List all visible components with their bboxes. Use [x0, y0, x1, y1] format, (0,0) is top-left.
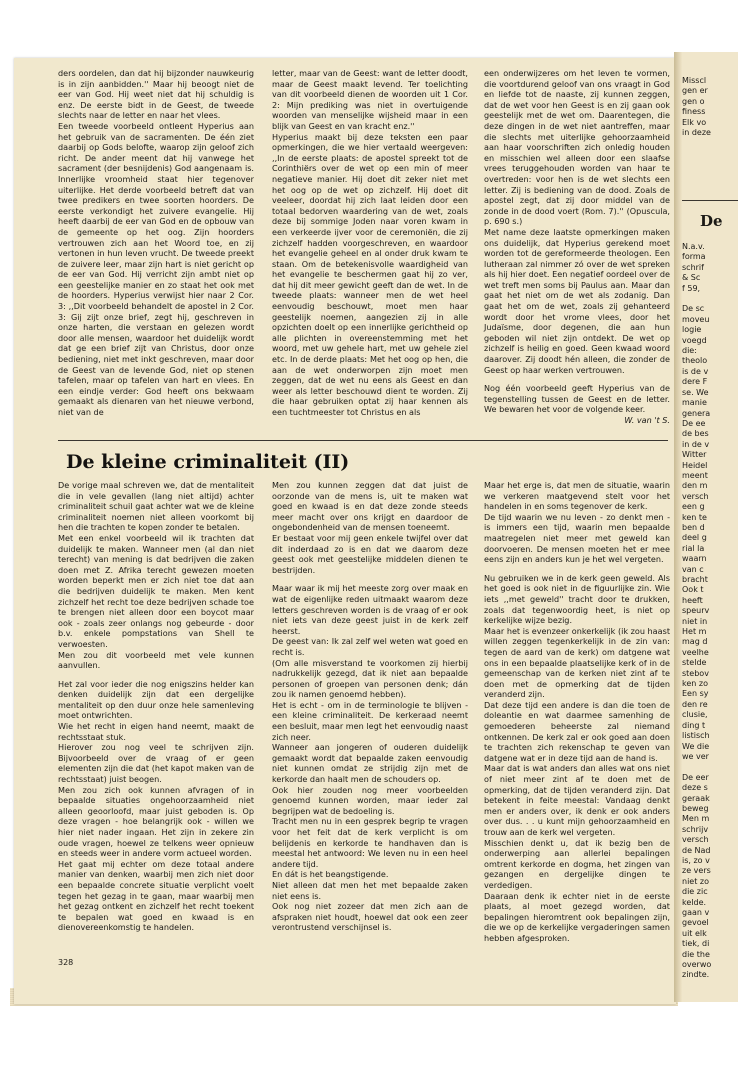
- next-page-line: waarn: [682, 554, 707, 564]
- page-number: 328: [58, 958, 74, 967]
- next-page-line: forma: [682, 252, 706, 262]
- next-page-line: Men m: [682, 814, 710, 824]
- bottom-column-2: [272, 480, 468, 956]
- next-page-line: de bes: [682, 429, 709, 439]
- next-page-line: Ook t: [682, 585, 704, 595]
- next-page-line: kelde.: [682, 897, 707, 907]
- section-divider: [58, 440, 668, 441]
- paragraph: Ook nog niet zozeer dat men zich aan de afspraken niet houdt, hoewel dat ook een zeer verontrustend verschijnsel is.: [272, 901, 468, 933]
- paragraph: Nu gebruiken we in de kerk geen geweld. Als het goed is ook niet in de figuurlijke zin. Wie iets ,,met geweld'' tracht door te drukken, zoals dat tegenwoordig heet, is niet op kerkelijke wijze bezig.: [484, 572, 670, 626]
- next-page-line: [682, 762, 738, 772]
- paragraph: Niet alleen dat men het met bepaalde zaken niet eens is.: [272, 879, 468, 901]
- paragraph: Maar dat is wat anders dan alles wat ons niet of niet meer zint af te doen met de opmerking, dat de tijden veranderd zijn. Dat betekent in feite meestal: Vandaag denkt men er anders over, ik denk er ook anders over dus. . . u kunt mijn gehoorzaamheid en trouw aan de kerk wel vergeten.: [484, 763, 670, 837]
- paragraph: Het is echt - om in de terminologie te blijven - een kleine criminaliteit. De kerkeraad neemt een besluit, maar men legt het eenvoudig naast zich neer.: [272, 699, 468, 742]
- top-column-3: [484, 68, 670, 425]
- next-page-line: ben d: [682, 522, 705, 532]
- paragraph: Maar het erge is, dat men de situatie, waarin we verkeren maatgevend stelt voor het handelen in en soms tegenover de kerk.: [484, 480, 670, 512]
- next-page-line: logie: [682, 325, 702, 335]
- paragraph: Nog één voorbeeld geeft Hyperius van de tegenstelling tussen de Geest en de letter. We bewaren het voor de volgende keer.: [484, 383, 670, 415]
- next-page-line: we ver: [682, 751, 709, 761]
- paragraph: Met een enkel voorbeeld wil ik trachten dat duidelijk te maken. Wanneer men (al dan niet terecht) van mening is dat bedrijven die zaken doen met Z. Afrika terecht gewezen moeten worden beperkt men er zich niet toe dat aan die bedrijven duidelijk te maken. Men kent zichzelf het recht toe deze bedrijven schade toe te brengen niet alleen door een boycot maar ook - zoals zeer onlangs nog gebeurde - door b.v. enkele pompstations van Shell te verwoesten.: [58, 532, 254, 649]
- next-page-line: dere F: [682, 377, 708, 387]
- next-page-line: ken te: [682, 512, 707, 522]
- next-page-line: tiek, di: [682, 939, 710, 949]
- paragraph: Wie het recht in eigen hand neemt, maakt de rechtsstaat stuk.: [58, 721, 254, 742]
- next-page-line: theolo: [682, 356, 708, 366]
- next-page-line: is, zo v: [682, 855, 710, 865]
- next-page-line: niet in: [682, 616, 708, 626]
- next-page-line: den re: [682, 699, 708, 709]
- next-page-line: gaan v: [682, 908, 710, 917]
- next-page-heading: De: [700, 212, 723, 230]
- paragraph: De tijd waarin we nu leven - zo denkt men - is immers een tijd, waarin men bepaalde maatregelen niet meer met geweld kan doorvoeren. De mensen moeten het er mee eens zijn en anders kun je het wel vergeten.: [484, 511, 670, 565]
- paragraph: En dát is het beangstigende.: [272, 869, 389, 880]
- next-page-line: f 59,: [682, 283, 701, 293]
- next-page-line: gevoel: [682, 918, 709, 928]
- next-page-line: die zic: [682, 887, 708, 897]
- next-page-line: schrijv: [682, 824, 709, 834]
- paragraph: Tracht men nu in een gesprek begrip te vragen voor het feit dat de kerk verplicht is om belijdenis en kerkorde te handhaven dan is meestal het antwoord: We leven nu in een heel andere tijd.: [272, 816, 468, 869]
- paragraph: Dat deze tijd een andere is dan die toen de doleantie en wat daarmee samenhing de gemoederen beheerste zal niemand ontkennen. De kerk zal er ook goed aan doen te trachten zich rekenschap te geven van datgene wat er in deze tijd aan de hand is.: [484, 699, 670, 763]
- next-page-line: is de v: [682, 366, 709, 376]
- author-signature: W. van 't S.: [624, 415, 670, 425]
- next-page-line: stelde: [682, 658, 707, 668]
- paragraph: Hierover zou nog veel te schrijven zijn. Bijvoorbeeld over de vraag of er geen elementen zijn die dat (het kapot maken van de rechtsstaat) juist beogen.: [58, 742, 254, 785]
- next-page-line: versch: [682, 835, 709, 845]
- next-page-line: bracht: [682, 575, 708, 584]
- next-page-line: De sc: [682, 304, 705, 314]
- next-page-line: [682, 294, 738, 304]
- paragraph: Een tweede voorbeeld ontleent Hyperius aan het gebruik van de sacramenten. De één ziet daarbij op Gods belofte, waarop zijn geloof zich richt. De ander meent dat hij vanwege het sacrament (der besnijdenis) God aangenaam is. Innerlijke vroomheid staat hier tegenover uiterlijke. Het derde voorbeeld betreft dat van twee predikers en twee soorten hoorders. De eerste verkondigt het zuivere evangelie. Hij heeft daarbij de eer van God en de opbouw van de gemeente op het oog. Zijn hoorders vertrouwen zich aan het Woord toe, en zij vertonen in hun leven vrucht. De tweede preekt de zuivere leer, maar zijn hart is niet gericht op de eer van God. Hij verricht zijn ambt niet op een geestelijke manier en zo staat het ook met de hoorders. Hyperius verwijst hier naar 2 Cor. 3: ,,Dit voorbeeld behandelt de apostel in 2 Cor. 3: Gij zijt onze brief, zegt hij, geschreven in onze harten, die verstaan en gelezen wordt door alle mensen, waardoor het duidelijk wordt dat ge een brief zijt van Christus, door onze bediening, niet met inkt geschreven, maar door de Geest van de levende God, niet op stenen tafelen, maar op tafelen van hart en vlees. En een eindje verder: God heeft ons bekwaam gemaakt als dienaren van het nieuwe verbond, niet van de: [58, 120, 254, 417]
- next-page-rule: [682, 200, 738, 201]
- top-column-2: [272, 68, 468, 417]
- paragraph: Men zou dit voorbeeld met vele kunnen aanvullen.: [58, 649, 254, 671]
- next-page-line: deze s: [682, 783, 708, 793]
- next-page-line: Witter: [682, 450, 707, 460]
- paragraph: Ook hier zouden nog meer voorbeelden genoemd kunnen worden, maar ieder zal begrijpen wat de bedoeling is.: [272, 784, 468, 816]
- next-page-line: mag d: [682, 637, 708, 647]
- next-page-line: ding t: [682, 720, 706, 730]
- next-page-line: die:: [682, 346, 697, 356]
- next-page-column-text: [682, 242, 738, 981]
- next-page-line: listisch: [682, 731, 710, 741]
- next-page-line: versch: [682, 491, 709, 501]
- next-page-line: in de v: [682, 439, 710, 449]
- next-page-line: Elk vo: [682, 117, 707, 127]
- next-page-line: gen o: [682, 96, 705, 106]
- paragraph: Maar het is evenzeer onkerkelijk (ik zou haast willen zeggen tegenkerkelijk in de zin van: tegen de aard van de kerk) om datgene wat ons in een bepaalde plaatselijke kerk of in de gemeenschap van de kerken niet zint af te doen met de opmerking dat de tijden veranderd zijn.: [484, 625, 670, 700]
- bottom-column-3: [484, 480, 670, 956]
- article-title: De kleine criminaliteit (II): [66, 451, 350, 473]
- top-column-1: [58, 68, 254, 417]
- next-page-line: Een sy: [682, 689, 709, 699]
- paragraph: ders oordelen, dan dat hij bijzonder nauwkeurig is in zijn aanbidden.'' Maar hij beoogt niet de eer van God. Hij weet niet dat hij schuldig is enz. De eerste bidt in de Geest, de tweede slechts naar de letter en naar het vlees.: [58, 68, 254, 121]
- next-page-line: meent: [682, 470, 708, 480]
- next-page-line: clusie,: [682, 710, 708, 720]
- next-page-line: rial la: [682, 543, 705, 553]
- next-page-line: niet zo: [682, 876, 709, 886]
- paragraph: Hyperius maakt bij deze teksten een paar opmerkingen, die we hier vertaald weergeven: ,,In de eerste plaats: de apostel spreekt tot de Corinthiërs over de wet op een min of meer negatieve manier. Hij doet dit zeker niet met het oog op de wet op zichzelf. Hij doet dit veeleer, doordat hij zich laat leiden door een totaal bedorven waardering van de wet, zoals deze bij sommige Joden naar voren kwam in een verkeerde ijver voor de ceremoniën, die zij zichzelf hadden voorgeschreven, en waardoor het evangelie geheel en al onder druk kwam te staan. Om de betekenisvolle waardigheid van het evangelie te beschermen gaat hij zo ver, dat hij dit meer gewicht geeft dan de wet. In de tweede plaats: wanneer men de wet heel eenvoudig beschouwt, moet men haar geestelijk noemen, aangezien zij in alle opzichten doelt op een innerlijke gerichtheid op alle plichten in overeenstemming met het woord, met uw gehele hart, met uw gehele ziel etc. In de derde plaats: Met het oog op hen, die aan de wet onderworpen zijn moet men zeggen, dat de wet nu eens als Geest en dan weer als letter beschouwd dient te worden. Zij die haar gebruiken optat zij haar kennen als een tuchtmeester tot Christus en als: [272, 131, 468, 417]
- paragraph: Wanneer aan jongeren of ouderen duidelijk gemaakt wordt dat bepaalde zaken eenvoudig niet kunnen omdat ze strijdig zijn met de kerkorde dan haalt men de schouders op.: [272, 742, 468, 785]
- paragraph: Men zou kunnen zeggen dat dat juist de oorzonde van de mens is, uit te maken wat goed en kwaad is en dat deze zonde steeds meer macht over ons krijgt en daardoor de ongebondenheid van de mensen toeneemt.: [272, 480, 468, 533]
- paragraph: (Om alle misverstand te voorkomen zij hierbij nadrukkelijk gezegd, dat ik niet aan bepaalde personen of groepen van personen denk; dán zou ik namen genoemd hebben).: [272, 657, 468, 700]
- next-page-line: schrif: [682, 262, 704, 272]
- next-page-line: uit elk: [682, 928, 707, 938]
- paragraph: De geest van: Ik zal zelf wel weten wat goed en recht is.: [272, 636, 468, 657]
- next-page-line: manie: [682, 398, 707, 408]
- next-page-line: finess: [682, 107, 706, 117]
- paragraph: een onderwijzeres om het leven te vormen, die voortdurend geloof van ons vraagt in God en liefde tot de naaste, zij kunnen zeggen, dat de wet voor hen Geest is en zij gaan ook geestelijk met de wet om. Daarentegen, die deze dingen in de wet niet aantreffen, maar die slechts met uiterlijke gehoorzaamheid aan haar voorschriften zich onledig houden en misschien wel alleen door een slaafse vrees teruggehouden worden van haar te overtreden: voor hen is de wet slechts een letter. Zij is bediening van de dood. Zoals de apostel zegt, dat zij door middel van de zonde in de dood voert (Rom. 7).'' (Opuscula, p. 690 s.): [484, 68, 670, 227]
- paragraph: letter, maar van de Geest: want de letter doodt, maar de Geest maakt levend. Ter toelichting van dit voorbeeld dienen de woorden uit 1 Cor. 2: Mijn prediking was niet in overtuigende woorden van menselijke wijsheid maar in een blijk van Geest en van kracht enz.'': [272, 68, 468, 131]
- next-page-line: de Nad: [682, 845, 711, 855]
- next-page-line: se. We: [682, 387, 709, 397]
- next-page-line: deel g: [682, 533, 707, 543]
- paragraph: Er bestaat voor mij geen enkele twijfel over dat dit inderdaad zo is en dat we daarom deze geest ook met geestelijke middelen dienen te bestrijden.: [272, 532, 468, 575]
- next-page-line: Heidel: [682, 460, 708, 470]
- next-page-line: Misscl: [682, 76, 707, 85]
- next-page-line: gen er: [682, 86, 708, 96]
- next-page-line: beweg: [682, 803, 709, 813]
- paragraph: Daaraan denk ik echter niet in de eerste plaats, al moet gezegd worden, dat bepalingen hieromtrent ook bepalingen zijn, die we op de kerkelijke vergaderingen samen hebben afgesproken.: [484, 890, 670, 943]
- next-page-line: van c: [682, 564, 704, 574]
- next-page-line: genera: [682, 408, 711, 418]
- paragraph: Met name deze laatste opmerkingen maken ons duidelijk, dat Hyperius gerekend moet worden tot de gereformeerde theologen. Een lutheraan zal nimmer zó over de wet spreken als hij hier doet. Een negatief oordeel over de wet treft men soms bij Paulus aan. Maar dan gaat het niet om de wet als zodanig. Dan gaat het om de wet, zoals zij gehanteerd wordt door het vrome vlees, door het Judaïsme, door degenen, die aan hun geboden wil niet zijn ontdekt. De wet op zichzelf is heilig en goed. Geen kwaad woord daarover. Zij doodt hén alleen, die zonder de Geest op haar werken vertrouwen.: [484, 226, 670, 375]
- next-page-line: De ee: [682, 418, 706, 428]
- next-page-line: overwo: [682, 960, 712, 970]
- next-page-line: moveu: [682, 314, 710, 324]
- next-page-line: N.a.v.: [682, 242, 705, 251]
- next-page-line: & Sc: [682, 273, 701, 283]
- paragraph: Het zal voor ieder die nog enigszins helder kan denken duidelijk zijn dat een dergelijke mentaliteit op den duur onze hele samenleving moet ontwrichten.: [58, 678, 254, 721]
- page-fold-shadow: [674, 52, 682, 1002]
- paragraph: Maar waar ik mij het meeste zorg over maak en wat de eigenlijke reden uitmaakt waarom deze letters geschreven worden is de vraag of er ook niet iets van deze geest juist in de kerk zelf heerst.: [272, 583, 468, 636]
- next-page-top-text: [682, 76, 738, 138]
- next-page-line: stebov: [682, 668, 709, 678]
- next-page-line: zindte.: [682, 970, 710, 980]
- next-page-edge: [674, 52, 738, 1002]
- bottom-column-1: [58, 480, 254, 956]
- next-page-line: heeft: [682, 595, 703, 605]
- paragraph: Misschien denkt u, dat ik bezig ben de onderwerping aan allerlei bepalingen omtrent kerkorde en dogma, het zingen van gezangen en dergelijke dingen te verdedigen.: [484, 837, 670, 890]
- next-page-line: in deze: [682, 128, 711, 138]
- next-page-line: speurv: [682, 606, 710, 616]
- next-page-line: die the: [682, 949, 710, 959]
- paragraph: Het gaat mij echter om deze totaal andere manier van denken, waarbij men zich niet door een bepaalde concrete situatie verplicht voelt tegen het gezag in te gaan, maar waarbij men het gezag ontkent en zichzelf het recht toekent te bepalen wat goed en kwaad is en dienovereenkomstig te handelen.: [58, 858, 254, 933]
- next-page-line: voegd: [682, 335, 707, 345]
- next-page-line: den m: [682, 481, 708, 491]
- next-page-line: veelhe: [682, 647, 709, 657]
- next-page-line: geraak: [682, 793, 710, 803]
- paragraph: De vorige maal schreven we, dat de mentaliteit die in vele gevallen (lang niet altijd) achter criminaliteit schuil gaat achter wat we de kleine criminaliteit noemen niet alleen voorkomt bij hen die trachten te kopen zonder te betalen.: [58, 480, 254, 533]
- next-page-line: een g: [682, 502, 705, 512]
- next-page-line: ken zo: [682, 679, 708, 689]
- next-page-line: De eer: [682, 772, 709, 782]
- next-page-line: ze vers: [682, 866, 711, 876]
- next-page-line: We die: [682, 741, 710, 751]
- next-page-line: Het m: [682, 627, 707, 637]
- paragraph: Men zou zich ook kunnen afvragen of in bepaalde situaties ongehoorzaamheid niet alleen geoorloofd, maar juist geboden is. Op deze vragen - hoe belangrijk ook - willen we hier niet nader ingaan. Het zijn in zekere zin oude vragen, hoewel ze telkens weer opnieuw en steeds weer in andere vorm actueel worden.: [58, 784, 254, 859]
